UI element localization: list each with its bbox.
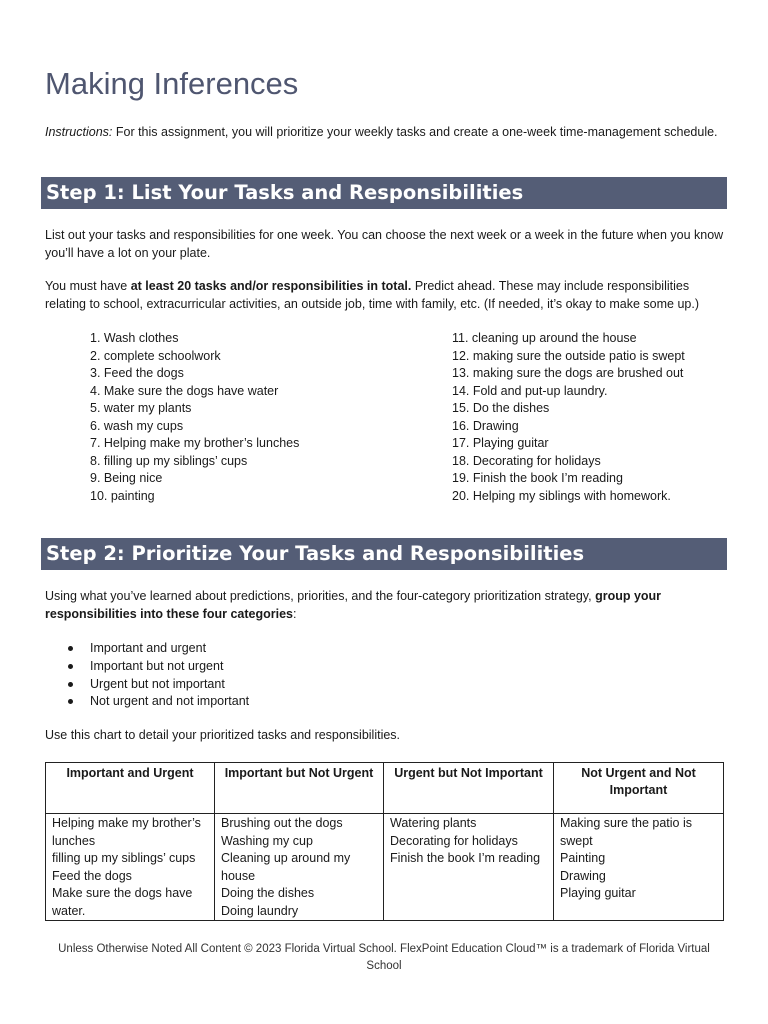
step2-intro-suffix: : — [292, 606, 297, 621]
step1-paragraph-1: List out your tasks and responsibilities for one week. You can choose the next week or a week in the future when you know you’ll have a lot on your plate. — [45, 228, 724, 260]
task-item: 19. Finish the book I’m reading — [452, 471, 623, 485]
table-cell-line: filling up my siblings’ cups — [52, 851, 196, 865]
task-item: 20. Helping my siblings with homework. — [452, 488, 671, 503]
step2-intro-bold: group your responsibilities into these four categories — [45, 589, 662, 621]
category-label: Urgent but not important — [90, 676, 225, 691]
task-item: 11. cleaning up around the house — [452, 331, 637, 345]
task-list-left — [90, 330, 299, 505]
category-item — [45, 640, 249, 658]
column-header: Important but Not Urgent — [215, 763, 384, 814]
important-not-urgent-cell — [215, 814, 384, 921]
category-list — [45, 640, 249, 711]
category-item — [45, 693, 249, 711]
instructions-paragraph — [45, 124, 725, 142]
step1-paragraph-2-prefix: You must have — [45, 279, 131, 293]
task-item: 1. Wash clothes — [90, 331, 179, 345]
task-item: 9. Being nice — [90, 471, 163, 485]
table-cell-line: Playing guitar — [560, 886, 636, 900]
table-cell-line: Painting — [560, 851, 606, 865]
category-label: Not urgent and not important — [90, 694, 250, 709]
not-urgent-not-important-cell — [554, 814, 724, 921]
page-title: Making Inferences — [45, 66, 299, 101]
column-header: Not Urgent and Not Important — [554, 763, 724, 814]
category-label: Important and urgent — [90, 641, 207, 655]
table-cell-line: Doing the dishes — [221, 886, 315, 900]
category-item — [45, 676, 249, 694]
task-item: 7. Helping make my brother’s lunches — [90, 436, 300, 450]
chart-intro: Use this chart to detail your prioritized tasks and responsibilities. — [45, 728, 401, 742]
task-list-right — [452, 330, 685, 505]
table-cell-line: Washing my cup — [221, 833, 313, 848]
bullet-icon — [68, 664, 73, 669]
task-item: 10. painting — [90, 488, 155, 503]
category-label: Important but not urgent — [90, 658, 224, 673]
task-item: 12. making sure the outside patio is swept — [452, 348, 685, 363]
column-header: Urgent but Not Important — [384, 763, 554, 814]
urgent-not-important-cell — [384, 814, 554, 921]
step1-paragraph-2-bold: at least 20 tasks and/or responsibilities in total. — [130, 279, 412, 293]
task-item: 18. Decorating for holidays — [452, 453, 601, 468]
copyright-footer: Unless Otherwise Noted All Content © 2023 Florida Virtual School. FlexPoint Education Cloud™ is a trademark of Florida Virtual School — [58, 943, 710, 972]
task-item: 13. making sure the dogs are brushed out — [452, 366, 684, 380]
priority-table-row — [46, 814, 724, 921]
task-item: 16. Drawing — [452, 418, 519, 433]
task-item: 15. Do the dishes — [452, 401, 550, 415]
step2-intro-prefix: Using what you’ve learned about predictions, priorities, and the four-category prioritization strategy, — [45, 589, 596, 603]
task-item: 3. Feed the dogs — [90, 366, 184, 380]
priority-table — [45, 762, 724, 921]
task-item: 2. complete schoolwork — [90, 348, 221, 363]
table-cell-line: Helping make my brother’s lunches — [52, 816, 201, 848]
priority-table-header-row — [46, 763, 724, 814]
table-cell-line: Brushing out the dogs — [221, 816, 343, 830]
step1-paragraph-2-suffix: Predict ahead. These may include responsibilities relating to school, extracurricular activities, an outside job, time with family, etc. (If needed, it’s okay to make some up.) — [45, 279, 699, 311]
task-item: 14. Fold and put-up laundry. — [452, 383, 608, 398]
bullet-icon — [68, 699, 73, 704]
task-item: 6. wash my cups — [90, 418, 184, 433]
table-cell-line: Decorating for holidays — [390, 833, 518, 848]
bullet-icon — [68, 682, 73, 687]
task-item: 17. Playing guitar — [452, 436, 549, 450]
step2-heading: Step 2: Prioritize Your Tasks and Responsibilities — [41, 538, 727, 570]
step1-heading: Step 1: List Your Tasks and Responsibilities — [41, 177, 727, 209]
step2-intro — [45, 588, 725, 623]
instructions-text: For this assignment, you will prioritize your weekly tasks and create a one-week time-management schedule. — [112, 125, 718, 139]
table-cell-line: Drawing — [560, 868, 606, 883]
table-cell-line: Doing laundry — [221, 903, 299, 918]
task-item: 8. filling up my siblings’ cups — [90, 453, 248, 468]
bullet-icon — [68, 646, 73, 651]
category-item — [45, 658, 249, 676]
table-cell-line: Finish the book I’m reading — [390, 851, 541, 865]
table-cell-line: Cleaning up around my house — [221, 851, 351, 883]
table-cell-line: Make sure the dogs have water. — [52, 886, 193, 918]
table-cell-line: Feed the dogs — [52, 868, 132, 883]
column-header: Important and Urgent — [46, 763, 215, 814]
instructions-label: Instructions: — [45, 125, 113, 139]
important-urgent-cell — [46, 814, 215, 921]
table-cell-line: Watering plants — [390, 816, 477, 830]
task-item: 4. Make sure the dogs have water — [90, 383, 279, 398]
task-item: 5. water my plants — [90, 401, 192, 415]
step1-paragraph-2 — [45, 278, 725, 313]
table-cell-line: Making sure the patio is swept — [560, 816, 693, 848]
